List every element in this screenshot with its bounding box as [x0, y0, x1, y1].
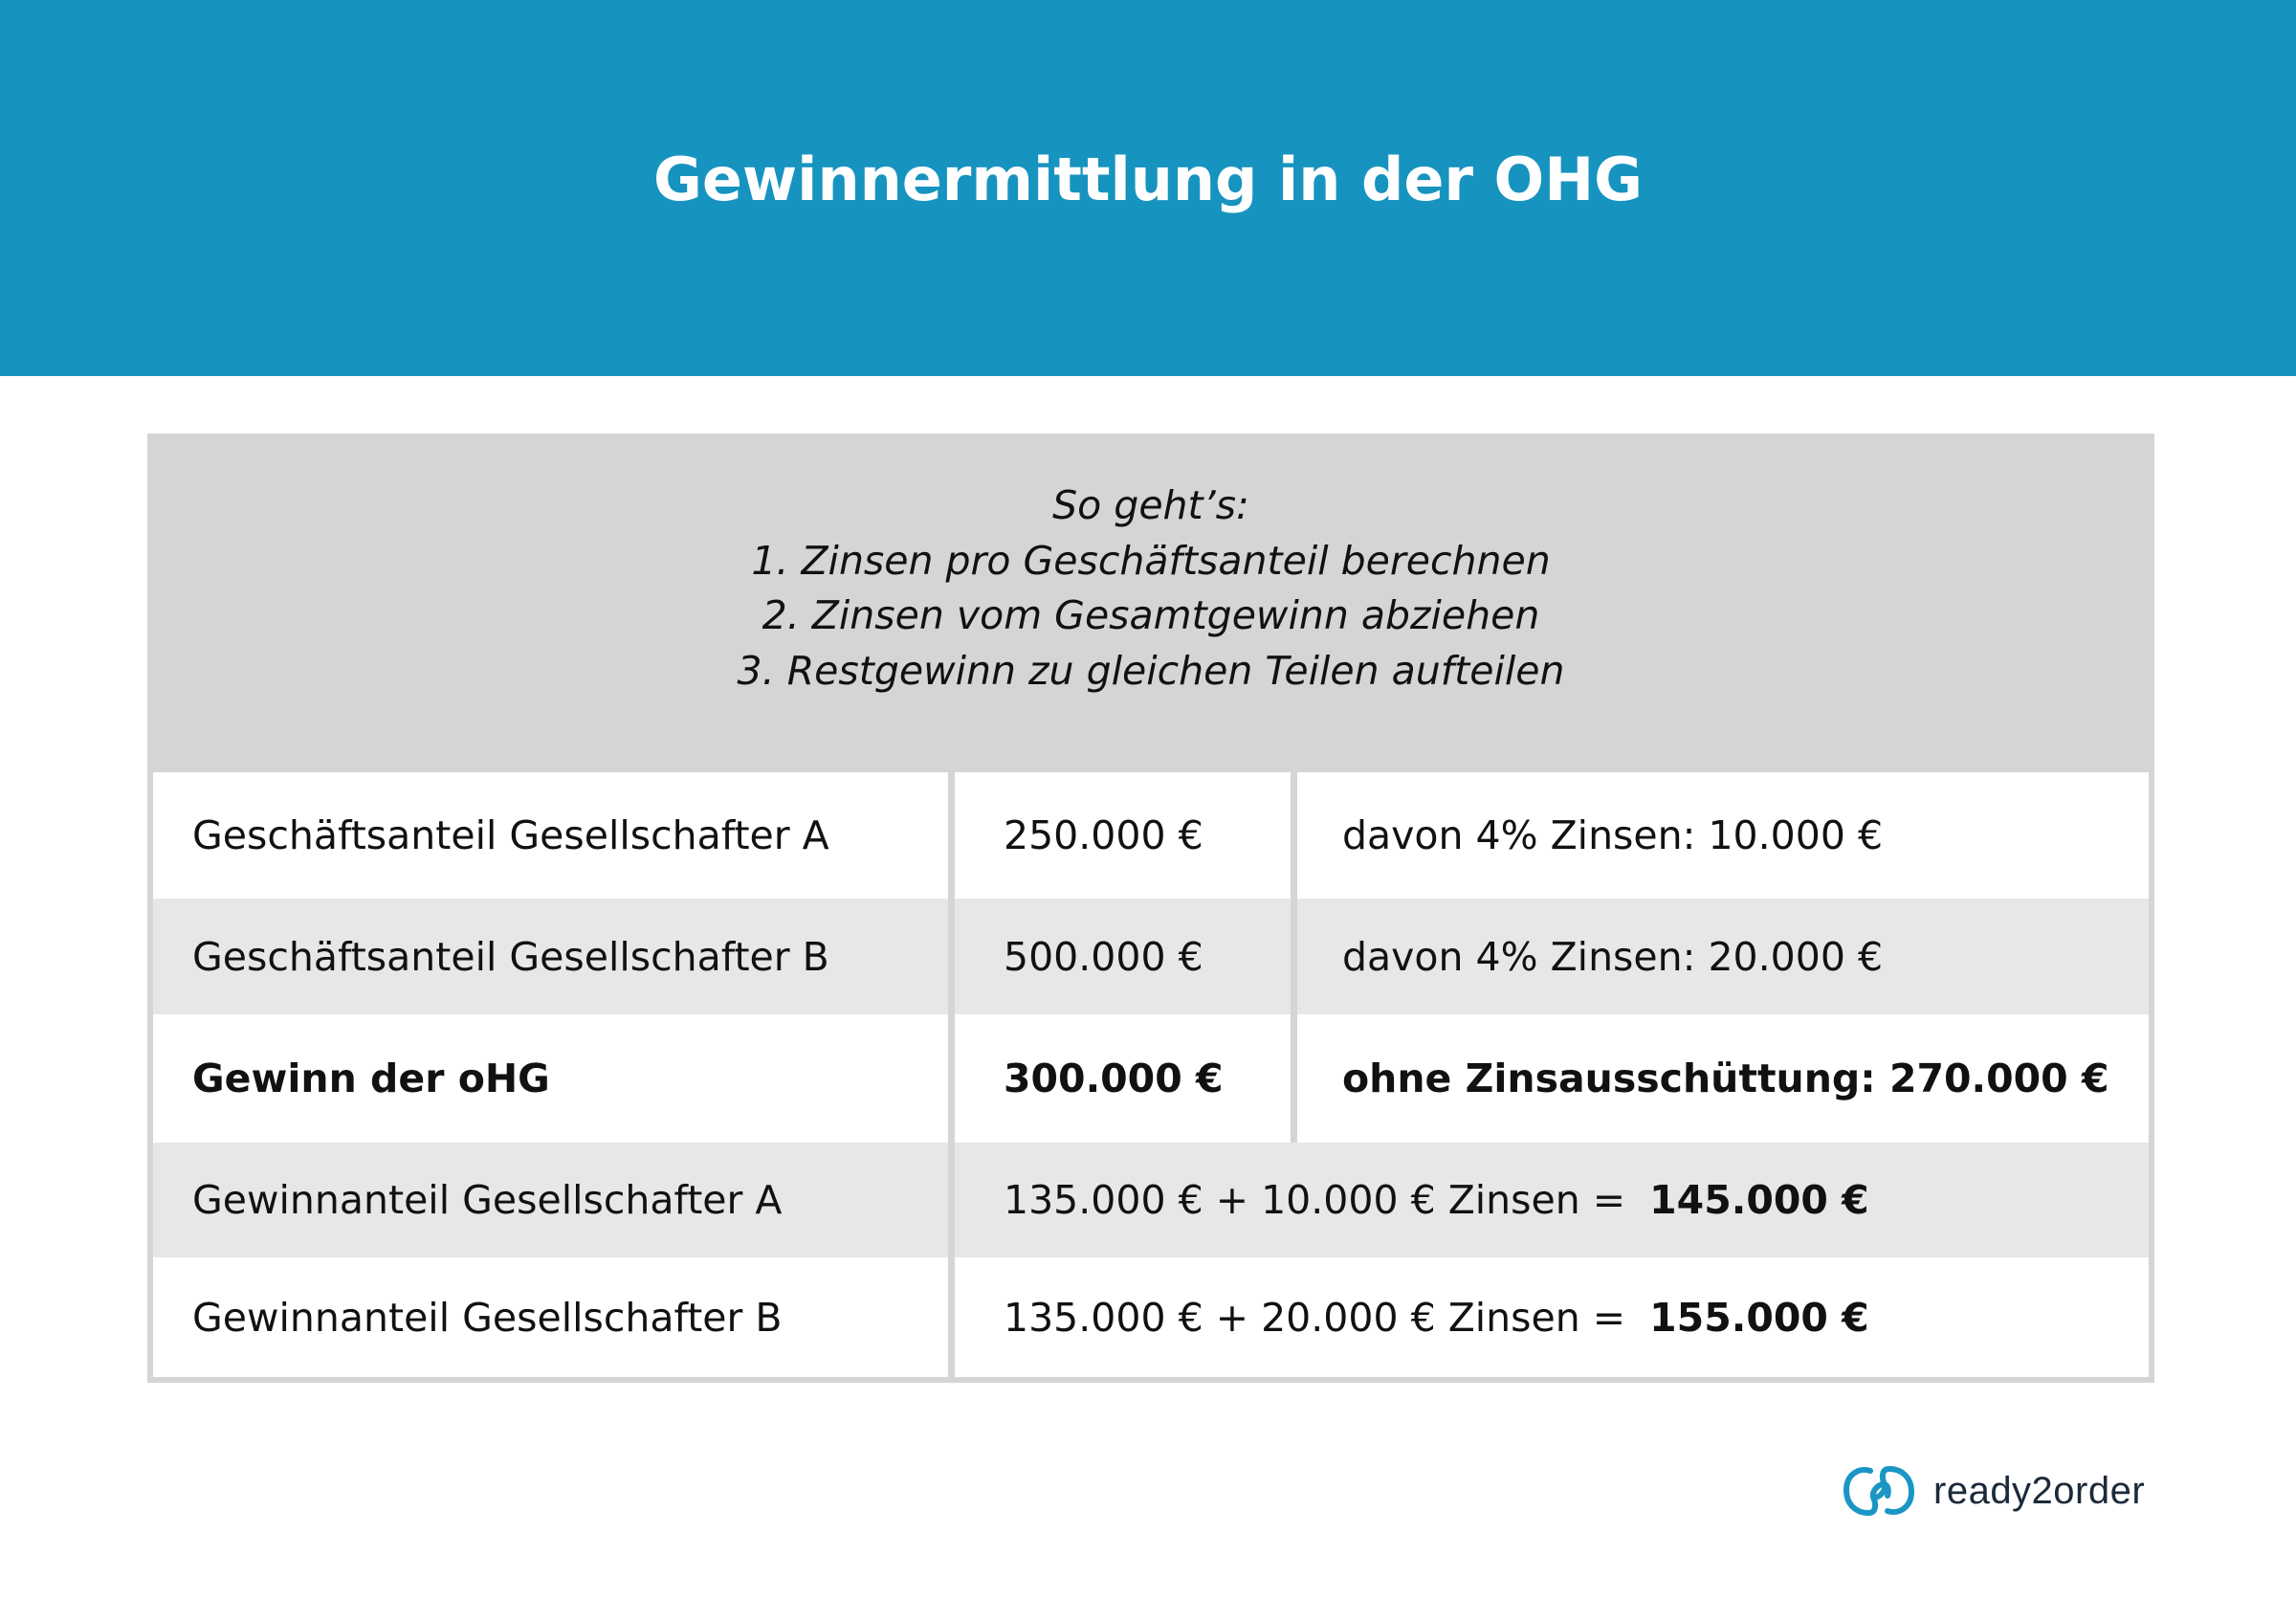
row-amount: 500.000 €: [1004, 933, 1203, 980]
instruction-step: 1. Zinsen pro Geschäftsanteil berechnen: [751, 537, 1551, 584]
instruction-step: 3. Restgewinn zu gleichen Teilen aufteilen: [737, 647, 1565, 694]
row-note: davon 4% Zinsen: 20.000 €: [1342, 933, 1884, 980]
profit-table: [147, 433, 2154, 1383]
column-divider: [948, 1014, 955, 1143]
row-label: Geschäftsanteil Gesellschafter B: [192, 933, 829, 980]
calculation-formula: 135.000 € + 20.000 € Zinsen =: [1004, 1294, 1639, 1341]
table-row: [153, 1143, 2149, 1257]
row-calculation: [955, 1257, 2149, 1377]
row-amount: 300.000 €: [1004, 1055, 1224, 1101]
ready2order-logo-icon: [1842, 1463, 1916, 1519]
column-divider: [948, 899, 955, 1014]
column-divider: [948, 1257, 955, 1377]
instructions-box: [147, 433, 2154, 771]
instructions-heading: So geht’s:: [1052, 482, 1249, 528]
row-label: Gewinnanteil Gesellschafter B: [192, 1294, 783, 1341]
table-row: [153, 1257, 2149, 1377]
column-divider: [1291, 899, 1297, 1014]
brand-logo: [1842, 1462, 2157, 1520]
table-row: [153, 772, 2149, 899]
calculation-result: 155.000 €: [1649, 1294, 1869, 1341]
row-label: Geschäftsanteil Gesellschafter A: [192, 812, 829, 858]
row-calculation: [955, 1143, 2149, 1257]
row-label: Gewinnanteil Gesellschafter A: [192, 1177, 783, 1223]
calculation-result: 145.000 €: [1649, 1177, 1869, 1223]
instruction-step: 2. Zinsen vom Gesamtgewinn abziehen: [762, 592, 1540, 638]
row-note: ohne Zinsausschüttung: 270.000 €: [1342, 1055, 2109, 1101]
table-row-total: [153, 1014, 2149, 1143]
calculation-formula: 135.000 € + 10.000 € Zinsen =: [1004, 1177, 1639, 1223]
logo-text: ready2order: [1933, 1469, 2146, 1512]
row-amount: 250.000 €: [1004, 812, 1203, 858]
column-divider: [1291, 1014, 1297, 1143]
page-title: Gewinnermittlung in der OHG: [652, 144, 1644, 214]
row-note: davon 4% Zinsen: 10.000 €: [1342, 812, 1884, 858]
table-row: [153, 899, 2149, 1014]
row-label: Gewinn der oHG: [192, 1055, 550, 1101]
title-banner: [0, 0, 2296, 376]
column-divider: [948, 772, 955, 899]
column-divider: [1291, 772, 1297, 899]
column-divider: [948, 1143, 955, 1257]
